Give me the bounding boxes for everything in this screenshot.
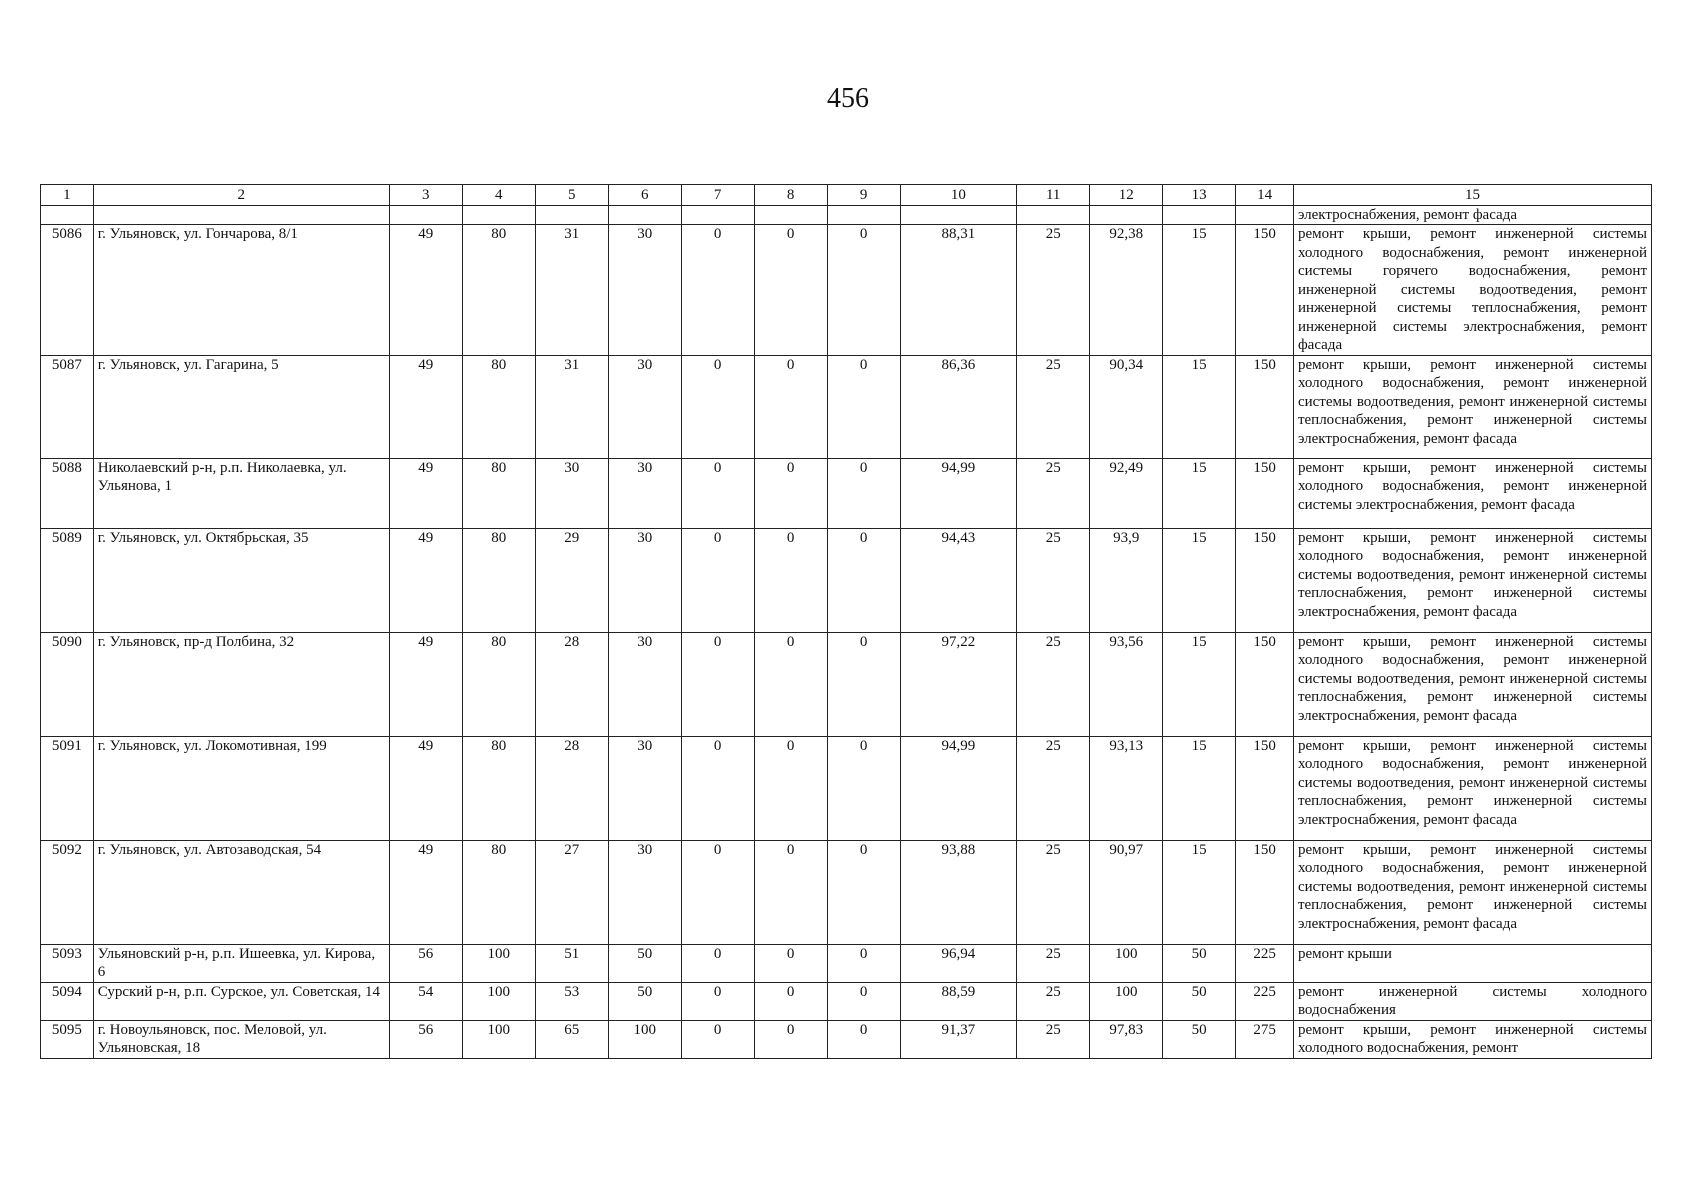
table-row (41, 840, 1652, 944)
value-cell: 150 (1236, 840, 1294, 944)
value-cell: 80 (462, 840, 535, 944)
value-cell: 150 (1236, 632, 1294, 736)
value-cell: 53 (535, 982, 608, 1020)
value-cell: 15 (1163, 840, 1236, 944)
value-cell: 0 (754, 632, 827, 736)
address-cell: г. Ульяновск, ул. Гончарова, 8/1 (93, 225, 389, 356)
value-cell: 50 (1163, 944, 1236, 982)
page-number: 456 (827, 83, 869, 114)
repair-program-table (40, 184, 1652, 1059)
value-cell: 0 (681, 1020, 754, 1058)
value-cell: 25 (1017, 736, 1090, 840)
value-cell: 97,83 (1090, 1020, 1163, 1058)
value-cell: 80 (462, 355, 535, 458)
value-cell: 30 (608, 736, 681, 840)
table-row (41, 982, 1652, 1020)
value-cell: 86,36 (900, 355, 1017, 458)
value-cell: 275 (1236, 1020, 1294, 1058)
value-cell: 31 (535, 355, 608, 458)
value-cell: 0 (754, 982, 827, 1020)
table-row (41, 458, 1652, 528)
value-cell: 50 (608, 944, 681, 982)
works-cell: ремонт крыши, ремонт инженерной системы холодного водоснабжения, ремонт инженерной системы электроснабжения, ремонт фасада (1293, 458, 1651, 528)
works-cell: ремонт крыши, ремонт инженерной системы холодного водоснабжения, ремонт (1293, 1020, 1651, 1058)
value-cell: 91,37 (900, 1020, 1017, 1058)
value-cell: 88,59 (900, 982, 1017, 1020)
value-cell: 0 (681, 458, 754, 528)
value-cell: 0 (827, 944, 900, 982)
value-cell: 30 (535, 458, 608, 528)
value-cell: 93,88 (900, 840, 1017, 944)
value-cell: 0 (754, 458, 827, 528)
value-cell: 0 (754, 944, 827, 982)
value-cell: 0 (681, 355, 754, 458)
value-cell: 50 (1163, 1020, 1236, 1058)
value-cell: 65 (535, 1020, 608, 1058)
value-cell: 29 (535, 528, 608, 632)
column-number: 3 (389, 185, 462, 206)
value-cell: 150 (1236, 458, 1294, 528)
value-cell: 49 (389, 736, 462, 840)
column-number: 9 (827, 185, 900, 206)
table-row (41, 1020, 1652, 1058)
value-cell: 25 (1017, 840, 1090, 944)
column-number: 2 (93, 185, 389, 206)
column-number: 1 (41, 185, 94, 206)
value-cell: 25 (1017, 458, 1090, 528)
row-number: 5095 (41, 1020, 94, 1058)
column-number: 12 (1090, 185, 1163, 206)
value-cell: 50 (608, 982, 681, 1020)
value-cell: 0 (827, 840, 900, 944)
address-cell: Николаевский р-н, р.п. Николаевка, ул. Ульянова, 1 (93, 458, 389, 528)
value-cell: 0 (754, 528, 827, 632)
value-cell: 30 (608, 632, 681, 736)
value-cell: 25 (1017, 982, 1090, 1020)
value-cell: 0 (754, 736, 827, 840)
value-cell: 30 (608, 528, 681, 632)
value-cell: 0 (827, 736, 900, 840)
value-cell: 25 (1017, 1020, 1090, 1058)
value-cell: 0 (681, 736, 754, 840)
column-number: 4 (462, 185, 535, 206)
row-number: 5089 (41, 528, 94, 632)
value-cell: 93,9 (1090, 528, 1163, 632)
value-cell: 80 (462, 225, 535, 356)
value-cell: 0 (827, 632, 900, 736)
value-cell: 0 (827, 355, 900, 458)
works-cell: ремонт крыши, ремонт инженерной системы холодного водоснабжения, ремонт инженерной системы водоотведения, ремонт инженерной системы теплоснабжения, ремонт инженерной системы электроснабжения, ремонт фасада (1293, 528, 1651, 632)
table-row (41, 632, 1652, 736)
table-body (41, 185, 1652, 1059)
value-cell: 51 (535, 944, 608, 982)
works-cell: ремонт крыши, ремонт инженерной системы холодного водоснабжения, ремонт инженерной системы водоотведения, ремонт инженерной системы теплоснабжения, ремонт инженерной системы электроснабжения, ремонт фасада (1293, 355, 1651, 458)
column-number: 10 (900, 185, 1017, 206)
works-cell: ремонт крыши, ремонт инженерной системы холодного водоснабжения, ремонт инженерной системы горячего водоснабжения, ремонт инженерной системы водоотведения, ремонт инженерной системы теплоснабжения, ремонт инженерной системы электроснабжения, ремонт фасада (1293, 225, 1651, 356)
value-cell: 0 (827, 225, 900, 356)
works-cell: ремонт крыши (1293, 944, 1651, 982)
table-row (41, 944, 1652, 982)
value-cell: 92,49 (1090, 458, 1163, 528)
value-cell: 25 (1017, 528, 1090, 632)
value-cell: 88,31 (900, 225, 1017, 356)
column-number: 5 (535, 185, 608, 206)
value-cell: 27 (535, 840, 608, 944)
table-row (41, 736, 1652, 840)
works-continuation: электроснабжения, ремонт фасада (1293, 205, 1651, 225)
value-cell: 96,94 (900, 944, 1017, 982)
value-cell: 0 (827, 458, 900, 528)
works-cell: ремонт крыши, ремонт инженерной системы холодного водоснабжения, ремонт инженерной системы водоотведения, ремонт инженерной системы теплоснабжения, ремонт инженерной системы электроснабжения, ремонт фасада (1293, 840, 1651, 944)
value-cell: 90,97 (1090, 840, 1163, 944)
value-cell: 0 (754, 840, 827, 944)
value-cell: 49 (389, 840, 462, 944)
value-cell: 150 (1236, 355, 1294, 458)
row-number: 5091 (41, 736, 94, 840)
value-cell: 150 (1236, 528, 1294, 632)
table-row (41, 225, 1652, 356)
row-number: 5093 (41, 944, 94, 982)
value-cell: 0 (754, 225, 827, 356)
value-cell: 100 (462, 944, 535, 982)
address-cell: г. Ульяновск, ул. Гагарина, 5 (93, 355, 389, 458)
value-cell: 15 (1163, 355, 1236, 458)
value-cell: 97,22 (900, 632, 1017, 736)
value-cell: 0 (681, 982, 754, 1020)
value-cell: 50 (1163, 982, 1236, 1020)
address-cell: г. Ульяновск, ул. Октябрьская, 35 (93, 528, 389, 632)
value-cell: 31 (535, 225, 608, 356)
value-cell: 54 (389, 982, 462, 1020)
value-cell: 80 (462, 458, 535, 528)
value-cell: 0 (681, 632, 754, 736)
address-cell: г. Ульяновск, пр-д Полбина, 32 (93, 632, 389, 736)
value-cell: 30 (608, 840, 681, 944)
value-cell: 90,34 (1090, 355, 1163, 458)
row-number: 5094 (41, 982, 94, 1020)
value-cell: 25 (1017, 225, 1090, 356)
table-row (41, 528, 1652, 632)
value-cell: 56 (389, 1020, 462, 1058)
value-cell: 49 (389, 458, 462, 528)
value-cell: 49 (389, 632, 462, 736)
column-number: 8 (754, 185, 827, 206)
value-cell: 15 (1163, 632, 1236, 736)
value-cell: 15 (1163, 225, 1236, 356)
column-number: 6 (608, 185, 681, 206)
value-cell: 30 (608, 355, 681, 458)
column-number: 7 (681, 185, 754, 206)
value-cell: 100 (462, 982, 535, 1020)
value-cell: 80 (462, 632, 535, 736)
value-cell: 0 (754, 1020, 827, 1058)
works-cell: ремонт крыши, ремонт инженерной системы холодного водоснабжения, ремонт инженерной системы водоотведения, ремонт инженерной системы теплоснабжения, ремонт инженерной системы электроснабжения, ремонт фасада (1293, 736, 1651, 840)
value-cell: 0 (681, 840, 754, 944)
value-cell: 25 (1017, 944, 1090, 982)
value-cell: 25 (1017, 355, 1090, 458)
value-cell: 0 (827, 1020, 900, 1058)
works-cell: ремонт крыши, ремонт инженерной системы холодного водоснабжения, ремонт инженерной системы водоотведения, ремонт инженерной системы теплоснабжения, ремонт инженерной системы электроснабжения, ремонт фасада (1293, 632, 1651, 736)
value-cell: 28 (535, 632, 608, 736)
value-cell: 0 (681, 944, 754, 982)
value-cell: 94,99 (900, 736, 1017, 840)
column-number: 15 (1293, 185, 1651, 206)
address-cell: г. Новоульяновск, пос. Меловой, ул. Ульяновская, 18 (93, 1020, 389, 1058)
value-cell: 80 (462, 528, 535, 632)
value-cell: 0 (827, 982, 900, 1020)
value-cell: 93,13 (1090, 736, 1163, 840)
value-cell: 94,99 (900, 458, 1017, 528)
row-number: 5086 (41, 225, 94, 356)
column-number: 11 (1017, 185, 1090, 206)
value-cell: 92,38 (1090, 225, 1163, 356)
value-cell: 15 (1163, 458, 1236, 528)
value-cell: 49 (389, 355, 462, 458)
value-cell: 100 (608, 1020, 681, 1058)
address-cell: Сурский р-н, р.п. Сурское, ул. Советская, 14 (93, 982, 389, 1020)
address-cell: г. Ульяновск, ул. Автозаводская, 54 (93, 840, 389, 944)
value-cell: 0 (681, 225, 754, 356)
works-cell: ремонт инженерной системы холодного водоснабжения (1293, 982, 1651, 1020)
column-number: 14 (1236, 185, 1294, 206)
value-cell: 15 (1163, 736, 1236, 840)
value-cell: 100 (1090, 982, 1163, 1020)
value-cell: 100 (462, 1020, 535, 1058)
row-number: 5088 (41, 458, 94, 528)
value-cell: 25 (1017, 632, 1090, 736)
table-row (41, 355, 1652, 458)
value-cell: 225 (1236, 982, 1294, 1020)
column-number-row (41, 185, 1652, 206)
value-cell: 49 (389, 225, 462, 356)
value-cell: 80 (462, 736, 535, 840)
value-cell: 30 (608, 458, 681, 528)
continuation-row (41, 205, 1652, 225)
value-cell: 15 (1163, 528, 1236, 632)
value-cell: 28 (535, 736, 608, 840)
row-number: 5090 (41, 632, 94, 736)
address-cell: г. Ульяновск, ул. Локомотивная, 199 (93, 736, 389, 840)
value-cell: 0 (681, 528, 754, 632)
value-cell: 30 (608, 225, 681, 356)
value-cell: 49 (389, 528, 462, 632)
value-cell: 225 (1236, 944, 1294, 982)
value-cell: 93,56 (1090, 632, 1163, 736)
row-number: 5087 (41, 355, 94, 458)
value-cell: 94,43 (900, 528, 1017, 632)
address-cell: Ульяновский р-н, р.п. Ишеевка, ул. Кирова, 6 (93, 944, 389, 982)
value-cell: 100 (1090, 944, 1163, 982)
row-number: 5092 (41, 840, 94, 944)
column-number: 13 (1163, 185, 1236, 206)
value-cell: 0 (754, 355, 827, 458)
value-cell: 150 (1236, 225, 1294, 356)
value-cell: 56 (389, 944, 462, 982)
value-cell: 150 (1236, 736, 1294, 840)
value-cell: 0 (827, 528, 900, 632)
